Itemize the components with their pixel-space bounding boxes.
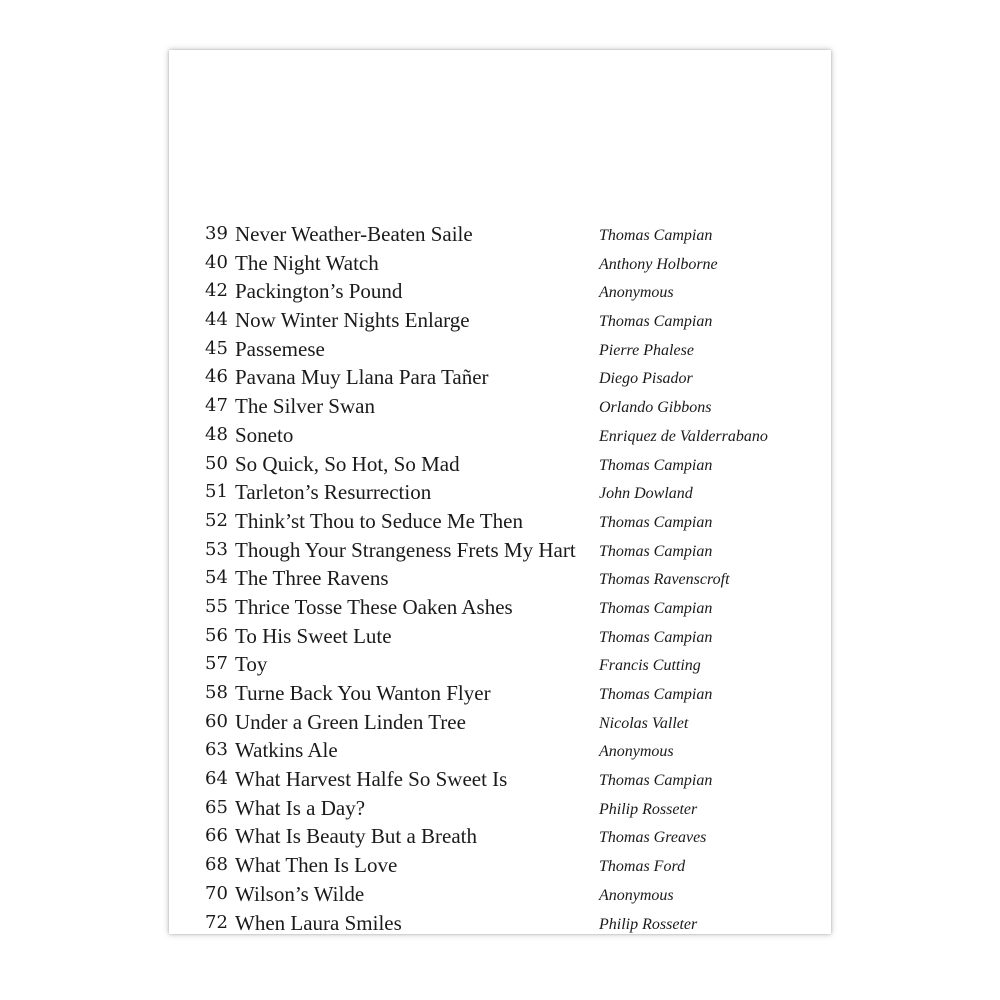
composer-name: Thomas Campian	[599, 628, 713, 646]
toc-entry	[169, 335, 831, 364]
composer-name: Philip Rosseter	[599, 915, 698, 933]
piece-title: Think’st Thou to Seduce Me Then	[235, 508, 523, 533]
page-number: 66	[205, 825, 228, 847]
page-number: 58	[205, 682, 228, 703]
piece-title: So Quick, So Hot, So Mad	[235, 451, 460, 476]
toc-entry	[169, 822, 831, 851]
page-number: 44	[205, 309, 228, 331]
composer-name: Pierre Phalese	[599, 341, 694, 359]
composer-name: Diego Pisador	[599, 370, 693, 388]
toc-entry	[169, 277, 831, 306]
piece-title: Toy	[235, 652, 268, 677]
piece-title: Packington’s Pound	[235, 279, 403, 304]
piece-title: Passemese	[235, 336, 325, 361]
composer-name: Thomas Ford	[599, 858, 686, 876]
composer-name: Thomas Greaves	[599, 829, 707, 847]
piece-title: Though Your Strangeness Frets My Hart	[235, 537, 576, 562]
page-number: 54	[205, 567, 228, 589]
composer-name: Thomas Campian	[599, 227, 713, 244]
toc-entry	[169, 794, 831, 823]
document-page	[169, 50, 831, 934]
toc-entry	[169, 306, 831, 335]
toc-entry	[169, 249, 831, 278]
page-number: 55	[205, 595, 228, 617]
page-number: 64	[205, 768, 228, 790]
page-number: 40	[205, 251, 228, 273]
toc-entry	[169, 708, 831, 737]
page-number: 48	[205, 423, 228, 445]
toc-entry	[169, 220, 831, 249]
composer-name: Enriquez de Valderrabano	[599, 427, 768, 445]
piece-title: The Night Watch	[235, 250, 379, 275]
composer-name: Anonymous	[599, 284, 674, 302]
page-number: 47	[205, 395, 228, 417]
page-number: 56	[205, 624, 228, 646]
composer-name: Thomas Campian	[599, 599, 713, 617]
toc-entry	[169, 564, 831, 593]
page-number: 60	[205, 710, 228, 732]
composer-name: Thomas Ravenscroft	[599, 571, 730, 589]
piece-title: Now Winter Nights Enlarge	[235, 308, 470, 333]
toc-entry	[169, 909, 831, 938]
page-number: 46	[205, 366, 228, 388]
toc-entry	[169, 650, 831, 679]
piece-title: Turne Back You Wanton Flyer	[235, 681, 491, 705]
piece-title: Wilson’s Wilde	[235, 881, 365, 906]
page-number: 39	[205, 223, 228, 244]
composer-name: John Dowland	[599, 485, 693, 503]
composer-name: Thomas Campian	[599, 456, 713, 474]
page-number: 42	[205, 280, 228, 302]
toc-entry	[169, 478, 831, 507]
toc-entry	[169, 736, 831, 765]
toc-entry	[169, 450, 831, 479]
piece-title: Watkins Ale	[235, 738, 338, 763]
page-number: 72	[205, 911, 228, 933]
composer-name: Francis Cutting	[599, 657, 701, 675]
composer-name: Orlando Gibbons	[599, 399, 712, 417]
composer-name: Philip Rosseter	[599, 800, 698, 818]
toc-entry	[169, 536, 831, 565]
composer-name: Thomas Campian	[599, 542, 713, 560]
toc-entry	[169, 593, 831, 622]
piece-title: Tarleton’s Resurrection	[235, 480, 432, 505]
piece-title: What Harvest Halfe So Sweet Is	[235, 767, 508, 792]
page-number: 50	[205, 452, 228, 474]
page-number: 57	[205, 653, 228, 675]
piece-title: Soneto	[235, 422, 294, 447]
piece-title: To His Sweet Lute	[235, 623, 392, 648]
piece-title: Under a Green Linden Tree	[235, 709, 466, 734]
toc-entry	[169, 765, 831, 794]
piece-title: Pavana Muy Llana Para Tañer	[235, 365, 489, 390]
piece-title: The Silver Swan	[235, 394, 375, 419]
page-number: 51	[205, 481, 228, 503]
composer-name: Thomas Campian	[599, 772, 713, 790]
toc-entry	[169, 392, 831, 421]
piece-title: What Is Beauty But a Breath	[235, 824, 478, 849]
page-number: 70	[205, 882, 228, 904]
composer-name: Anonymous	[599, 743, 674, 761]
table-of-contents	[169, 220, 831, 937]
page-number: 52	[205, 509, 228, 531]
piece-title: The Three Ravens	[235, 566, 389, 591]
toc-entry	[169, 363, 831, 392]
page-number: 65	[205, 796, 228, 818]
toc-entry	[169, 507, 831, 536]
composer-name: Anonymous	[599, 886, 674, 904]
page-number: 53	[205, 538, 228, 560]
composer-name: Thomas Campian	[599, 313, 713, 331]
piece-title: What Then Is Love	[235, 853, 398, 878]
page-number: 63	[205, 739, 228, 761]
composer-name: Thomas Campian	[599, 513, 713, 531]
page-number: 45	[205, 337, 228, 359]
piece-title: Never Weather-Beaten Saile	[235, 222, 473, 246]
toc-entry	[169, 880, 831, 909]
composer-name: Nicolas Vallet	[599, 714, 689, 732]
page-number: 68	[205, 854, 228, 876]
piece-title: Thrice Tosse These Oaken Ashes	[235, 594, 513, 619]
piece-title: What Is a Day?	[235, 795, 366, 820]
toc-entry	[169, 851, 831, 880]
toc-entry	[169, 679, 831, 708]
toc-entry	[169, 622, 831, 651]
composer-name: Anthony Holborne	[599, 255, 718, 273]
piece-title: When Laura Smiles	[235, 910, 402, 935]
composer-name: Thomas Campian	[599, 686, 713, 703]
toc-entry	[169, 421, 831, 450]
